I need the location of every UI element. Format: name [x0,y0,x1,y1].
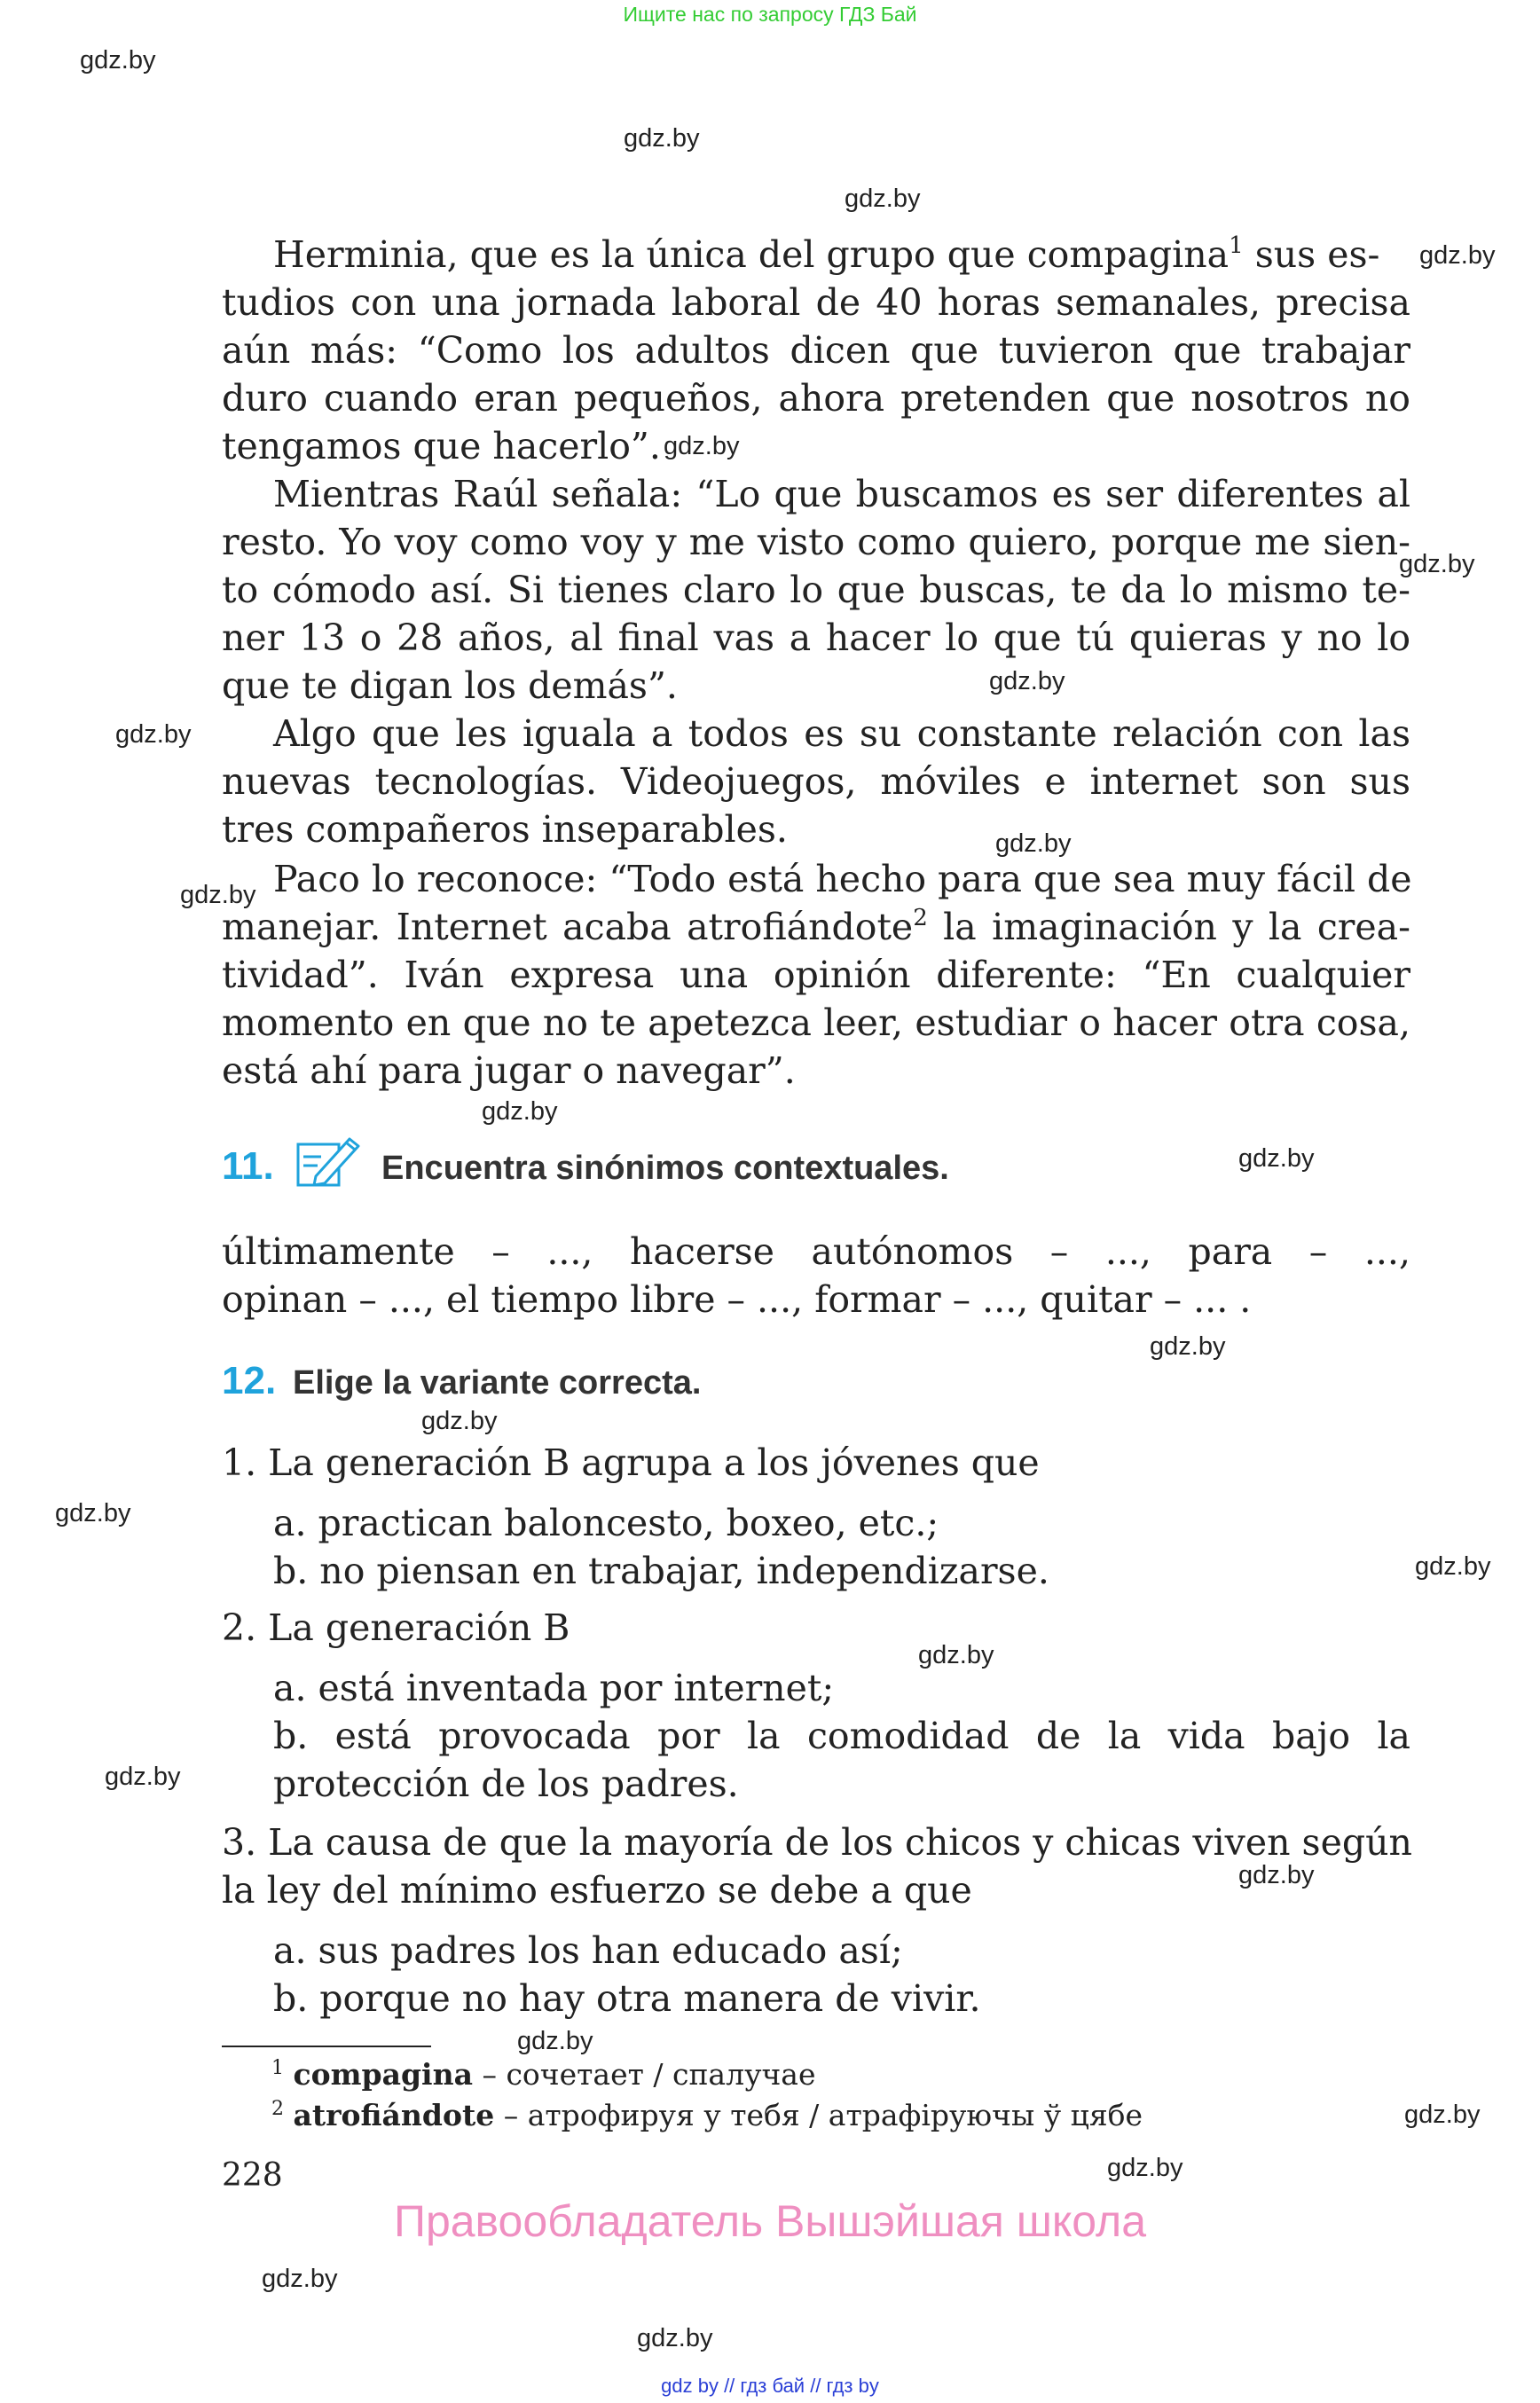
option-2b: b. está provocada por la comodidad de la vida bajo la [273,1715,1410,1757]
option-3b: b. porque no hay otra manera de vivir. [273,1977,981,2020]
copyright-notice: Правообладатель Вышэйшая школа [394,2196,1146,2246]
question-2: 2. La generación B [222,1606,570,1649]
watermark: gdz.by [1415,1552,1491,1581]
option-1a: a. practican baloncesto, boxeo, etc.; [273,1502,939,1544]
watermark: gdz.by [1238,1861,1315,1889]
watermark: gdz.by [845,185,921,213]
text-line: momento en que no te apetezca leer, estudiar o hacer otra cosa, [222,1001,1410,1044]
exercise-11-line: últimamente – ..., hacerse autónomos – ..., para – ..., [222,1230,1410,1273]
text-line: nuevas tecnologías. Videojuegos, móviles e internet son sus [222,760,1410,803]
exercise-11-number: 11. [222,1144,274,1188]
watermark: gdz.by [1399,550,1475,578]
watermark: gdz.by [105,1763,181,1791]
bottom-banner[interactable]: gdz by // гдз бай // гдз by [661,2375,879,2397]
watermark: gdz.by [1404,2101,1481,2129]
watermark: gdz.by [989,667,1065,695]
watermark: gdz.by [624,124,700,153]
watermark: gdz.by [482,1097,558,1126]
text-line: to cómodo así. Si tienes claro lo que buscas, te da lo mismo te- [222,569,1410,611]
watermark: gdz.by [180,881,256,909]
exercise-12-number: 12. [222,1359,277,1402]
watermark: gdz.by [1238,1144,1315,1173]
exercise-11-title: Encuentra sinónimos contextuales. [381,1150,949,1187]
question-1: 1. La generación B agrupa a los jóvenes que [222,1441,1040,1484]
text-line: manejar. Internet acaba atrofiándote$^2$ la imaginación y la crea- [222,905,1410,948]
watermark: gdz.by [637,2324,713,2352]
option-1b: b. no piensan en trabajar, independizarse. [273,1550,1049,1592]
text-line: está ahí para jugar o navegar”. [222,1049,796,1092]
footnote-2: $^2$ atrofiándote – атрофируя у тебя / атрафіруючы ў цябе [271,2098,1143,2132]
text-line: resto. Yo voy como voy y me visto como quiero, porque me sien- [222,521,1410,563]
question-3-continued: la ley del mínimo esfuerzo se debe a que [222,1869,972,1912]
text-line: tividad”. Iván expresa una opinión diferente: “En cualquier [222,954,1410,996]
text-line: tengamos que hacerlo”. [222,425,661,467]
watermark: gdz.by [664,432,740,460]
watermark: gdz.by [421,1407,498,1435]
text-line: tudios con una jornada laboral de 40 horas semanales, precisa [222,281,1410,324]
watermark: gdz.by [262,2265,338,2293]
option-3a: a. sus padres los han educado así; [273,1929,903,1972]
watermark: gdz.by [55,1499,131,1527]
text-line: duro cuando eran pequeños, ahora pretenden que nosotros no [222,377,1410,420]
exercise-11-line: opinan – ..., el tiempo libre – ..., formar – ..., quitar – ... . [222,1278,1252,1321]
pencil-note-icon [295,1132,365,1189]
text-line: Paco lo reconoce: “Todo está hecho para que sea muy fácil de [273,858,1412,900]
watermark: gdz.by [995,829,1072,858]
watermark: gdz.by [80,46,156,75]
text-line: Mientras Raúl señala: “Lo que buscamos es ser diferentes al [273,473,1410,515]
watermark: gdz.by [115,720,192,749]
footnote-divider [222,2046,431,2047]
top-banner: Ищите нас по запросу ГДЗ Бай [623,3,917,26]
option-2b-continued: protección de los padres. [273,1763,739,1805]
watermark: gdz.by [918,1641,994,1669]
text-line: Herminia, que es la única del grupo que compagina$^1$ sus es- [273,232,1380,276]
exercise-12-title: Elige la variante correcta. [293,1364,702,1402]
text-line: tres compañeros inseparables. [222,808,788,851]
footnote-1: $^1$ compagina – сочетает / спалучае [271,2057,816,2092]
watermark: gdz.by [1150,1332,1226,1361]
watermark: gdz.by [517,2027,593,2055]
option-2a: a. está inventada por internet; [273,1667,835,1709]
page-number: 228 [222,2157,283,2194]
text-line: aún más: “Como los adultos dicen que tuvieron que trabajar [222,329,1410,372]
text-line: Algo que les iguala a todos es su constante relación con las [273,712,1410,755]
watermark: gdz.by [1419,241,1496,270]
watermark: gdz.by [1107,2154,1183,2182]
text-line: ner 13 o 28 años, al final vas a hacer lo que tú quieras y no lo [222,616,1410,659]
question-3: 3. La causa de que la mayoría de los chicos y chicas viven según [222,1821,1412,1864]
text-line: que te digan los demás”. [222,664,678,707]
